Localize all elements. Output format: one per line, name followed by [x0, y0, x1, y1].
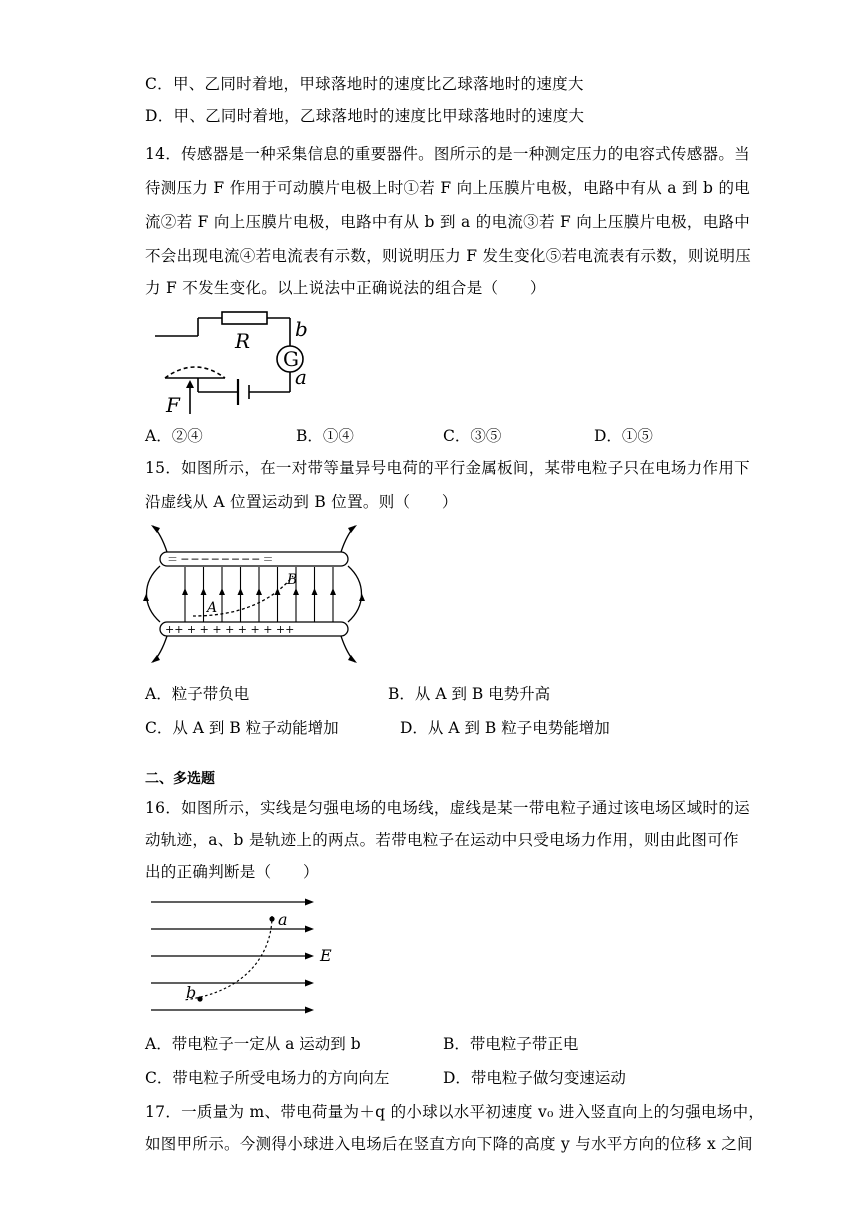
q14-circuit-diagram: [150, 306, 325, 418]
q16-option-c: C．带电粒子所受电场力的方向向左: [145, 1069, 390, 1087]
q16-stem-line: 动轨迹，a、b 是轨迹上的两点。若带电粒子在运动中只受电场力作用，则由此图可作: [145, 831, 739, 849]
q14-option-b: B．①④: [296, 427, 354, 445]
point-b-label: B: [287, 572, 298, 588]
field-line-arrow: [305, 1007, 314, 1014]
force-label: F: [166, 393, 180, 417]
q14-option-c: C．③⑤: [443, 427, 502, 445]
field-line-arrow: [275, 588, 281, 595]
q14-stem-line: 流②若 F 向上压膜片电极，电路中有从 b 到 a 的电流③若 F 向上压膜片电极，电路中: [145, 213, 751, 231]
q16-electric-field-diagram: [148, 892, 343, 1022]
field-line-arrow: [312, 588, 318, 595]
q15-option-c: C．从 A 到 B 粒子动能增加: [145, 719, 339, 737]
q17-stem-line: 如图甲所示。今测得小球进入电场后在竖直方向下降的高度 y 与水平方向的位移 x 之间: [145, 1135, 753, 1153]
field-line-arrow: [238, 588, 244, 595]
q14-option-d: D．①⑤: [594, 427, 653, 445]
field-line-arrow: [305, 953, 314, 960]
q15-option-b: B．从 A 到 B 电势升高: [388, 685, 551, 703]
field-line-arrow: [305, 899, 314, 906]
q14-stem-line: 待测压力 F 作用于可动膜片电极上时①若 F 向上压膜片电极，电路中有从 a 到 b 的电: [145, 179, 751, 197]
field-e-label: E: [320, 946, 332, 965]
q14-option-a: A．②④: [145, 427, 203, 445]
section-heading: 二、多选题: [145, 771, 215, 787]
galvanometer-label: G: [283, 347, 299, 371]
point-a-label: A: [207, 600, 218, 616]
q14-stem-line: 不会出现电流④若电流表有示数，则说明压力 F 发生变化⑤若电流表有示数，则说明压: [145, 247, 752, 265]
q15-parallel-plates-diagram: [145, 522, 380, 664]
resistor: [222, 312, 267, 324]
bottom-plate-positive-charges: ++ + + + + + + + ++: [165, 623, 295, 636]
field-line-arrow: [219, 588, 225, 595]
field-line-arrow: [201, 588, 207, 595]
q15-stem-line: 15．如图所示，在一对带等量异号电荷的平行金属板间，某带电粒子只在电场力作用下: [145, 459, 750, 477]
terminal-b-label: b: [295, 317, 308, 341]
top-plate-negative-charges: ＝ ─ ─ ─ ─ ─ ─ ─ ─ ＝: [167, 553, 274, 566]
field-line-arrow: [256, 588, 262, 595]
point-a-label: a: [278, 910, 288, 929]
q13-option-d: D．甲、乙同时着地，乙球落地时的速度比甲球落地时的速度大: [145, 107, 585, 125]
q13-option-c: C．甲、乙同时着地，甲球落地时的速度比乙球落地时的速度大: [145, 75, 584, 93]
q14-stem-line: 14．传感器是一种采集信息的重要器件。图所示的是一种测定压力的电容式传感器。当: [145, 145, 750, 163]
field-line-arrow: [305, 980, 314, 987]
q16-option-b: B．带电粒子带正电: [443, 1035, 579, 1053]
field-line-arrow: [330, 588, 336, 595]
field-line-arrow: [305, 926, 314, 933]
q14-stem-line: 力 F 不发生变化。以上说法中正确说法的组合是（ ）: [145, 279, 546, 297]
q15-stem-line: 沿虚线从 A 位置运动到 B 位置。则（ ）: [145, 493, 458, 511]
q16-stem-line: 16．如图所示，实线是匀强电场的电场线，虚线是某一带电粒子通过该电场区域时的运: [145, 799, 750, 817]
q16-stem-line: 出的正确判断是（ ）: [145, 863, 319, 881]
q17-stem-line: 17．一质量为 m、带电荷量为＋q 的小球以水平初速度 v₀ 进入竖直向上的匀强电场中，: [145, 1103, 765, 1121]
q15-option-d: D．从 A 到 B 粒子电势能增加: [400, 719, 610, 737]
q16-option-d: D．带电粒子做匀变速运动: [443, 1069, 626, 1087]
point-b-dot: [197, 996, 202, 1001]
point-b-label: b: [186, 983, 197, 1002]
q15-option-a: A．粒子带负电: [145, 685, 250, 703]
q16-option-a: A．带电粒子一定从 a 运动到 b: [145, 1035, 361, 1053]
terminal-a-label: a: [295, 365, 307, 389]
field-line-arrow: [182, 588, 188, 595]
point-a-dot: [269, 916, 274, 921]
field-line-arrow: [293, 588, 299, 595]
resistor-label: R: [235, 329, 251, 353]
